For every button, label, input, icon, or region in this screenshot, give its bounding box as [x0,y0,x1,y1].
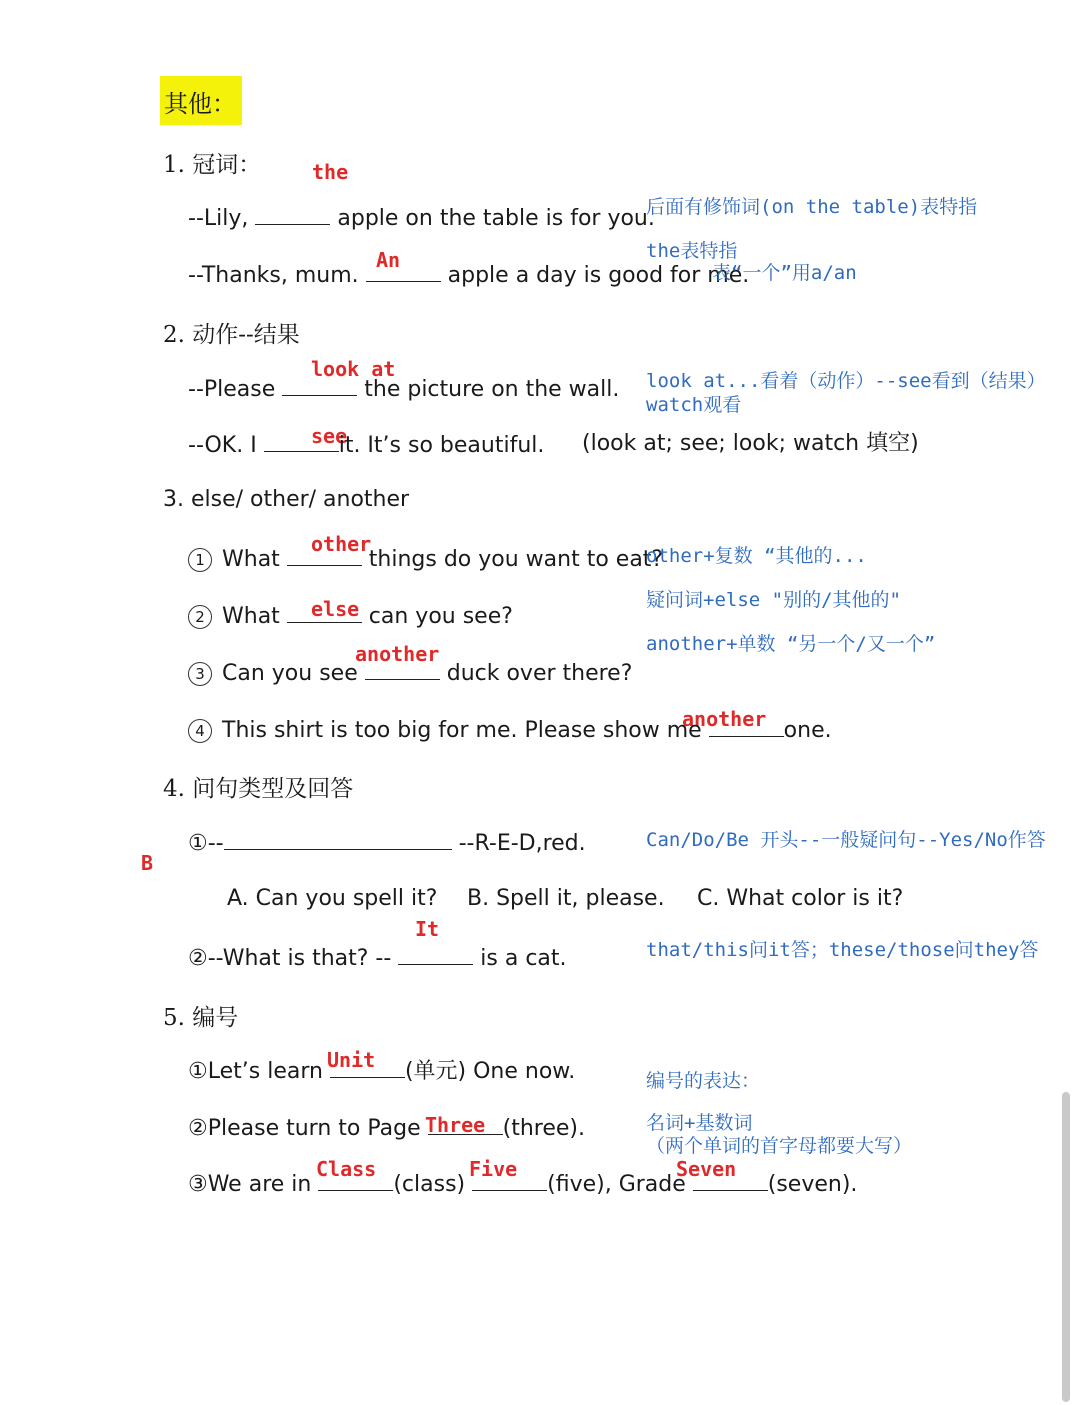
answer-see: see [311,424,348,448]
s1-line1-post: apple on the table is for you. [330,206,655,231]
note-5b: 名词+基数词 [646,1112,753,1134]
s3-q1-post: things do you want to eat? [361,547,664,572]
answer-three: Three [425,1113,486,1137]
s3-q2 [188,602,513,630]
blank[interactable] [264,431,339,452]
note-1a: 后面有修饰词(on the table)表特指 [646,196,978,218]
blank[interactable] [428,1114,503,1135]
s1-line2-post: apple a day is good for me. [440,263,750,288]
blank[interactable] [318,1170,393,1191]
answer-else: else [311,597,360,621]
s5-line3-post: (seven). [767,1172,858,1197]
note-3b: 疑问词+else "别的/其他的" [646,589,901,611]
section-2-title: 2. 动作--结果 [163,322,300,348]
answer-the: the [312,160,349,184]
note-1b: the表特指 [646,240,738,262]
s3-q3-post: duck over there? [439,661,633,686]
note-2b: watch观看 [646,394,742,416]
s4-q1-post: --R-E-D,red. [451,831,586,856]
s2-line2-pre: --OK. I [188,433,264,458]
s1-line1-pre: --Lily, [188,206,256,231]
blank[interactable] [287,545,362,566]
blank[interactable] [709,716,784,737]
option-b: B. Spell it, please. [467,886,665,911]
s5-line1-pre: ①Let’s learn [188,1059,330,1084]
s4-q1-num: ①-- [188,831,224,856]
note-4a: Can/Do/Be 开头--一般疑问句--Yes/No作答 [646,829,1046,851]
blank[interactable] [282,375,357,396]
s3-q4-post: one. [783,718,832,743]
s2-line2 [188,431,544,459]
option-c: C. What color is it? [697,886,904,911]
s5-line2-pre: ②Please turn to Page [188,1116,428,1141]
s3-q1 [188,545,663,573]
s2-hint: (look at; see; look; watch 填空) [582,431,919,456]
s2-line1-post: the picture on the wall. [357,377,620,402]
blank[interactable] [287,602,362,623]
answer-another-1: another [355,642,440,666]
s1-line2-pre: --Thanks, mum. [188,263,366,288]
s1-line1 [188,204,655,232]
answer-b: B [141,851,154,875]
s4-q1 [188,829,586,857]
answer-another-2: another [682,707,767,731]
section-5-title: 5. 编号 [163,1005,239,1031]
s3-q1-pre: What [222,547,287,572]
s3-q4-pre: This shirt is too big for me. Please show me [222,718,709,743]
option-a: A. Can you spell it? [227,886,438,911]
section-header: 其他： [160,76,242,125]
circled-number: 3 [188,662,212,686]
s3-q3 [188,659,632,687]
note-3c: another+单数 “另一个/又一个” [646,633,936,655]
s3-q3-pre: Can you see [222,661,365,686]
s5-line1-post: (单元) One now. [404,1059,576,1084]
blank[interactable] [398,944,473,965]
s5-line3 [188,1170,857,1198]
s3-q4 [188,716,832,744]
scrollbar[interactable] [1062,1092,1070,1402]
answer-it: It [415,917,440,941]
s2-line1-pre: --Please [188,377,283,402]
note-2a: look at...看着（动作）--see看到（结果） [646,370,1046,392]
answer-unit: Unit [327,1048,376,1072]
note-5a: 编号的表达： [646,1070,761,1092]
s4-q2-post: is a cat. [473,946,567,971]
s4-q2-pre: ②--What is that? -- [188,946,399,971]
s5-line3-mid2: (five), Grade [547,1172,693,1197]
note-5c: （两个单词的首字母都要大写） [646,1135,913,1157]
answer-five: Five [469,1157,518,1181]
note-3a: other+复数 “其他的... [646,545,867,567]
blank[interactable] [330,1057,405,1078]
blank[interactable] [224,829,452,850]
s2-line1 [188,375,619,403]
s5-line2 [188,1114,585,1142]
answer-other: other [311,532,372,556]
blank[interactable] [693,1170,768,1191]
s3-q2-pre: What [222,604,287,629]
answer-look-at: look at [311,357,396,381]
s5-line1 [188,1057,575,1085]
s1-line2 [188,261,749,289]
circled-number: 2 [188,605,212,629]
blank[interactable] [472,1170,547,1191]
circled-number: 1 [188,548,212,572]
s4-q2 [188,944,567,972]
s5-line2-post: (three). [502,1116,585,1141]
section-4-title: 4. 问句类型及回答 [163,776,354,802]
blank[interactable] [365,659,440,680]
answer-seven: Seven [676,1157,737,1181]
note-4b: that/this问it答；these/those问they答 [646,939,1039,961]
s3-q2-post: can you see? [361,604,513,629]
section-1-title: 1. 冠词： [163,152,262,178]
blank[interactable] [366,261,441,282]
s2-line2-post: it. It’s so beautiful. [338,433,545,458]
answer-an: An [376,248,401,272]
circled-number: 4 [188,719,212,743]
section-3-title: 3. else/ other/ another [163,487,410,512]
answer-class: Class [316,1157,377,1181]
note-1c: 表“一个”用a/an [712,262,857,284]
blank[interactable] [255,204,330,225]
s5-line3-mid1: (class) [393,1172,473,1197]
s5-line3-pre: ③We are in [188,1172,319,1197]
